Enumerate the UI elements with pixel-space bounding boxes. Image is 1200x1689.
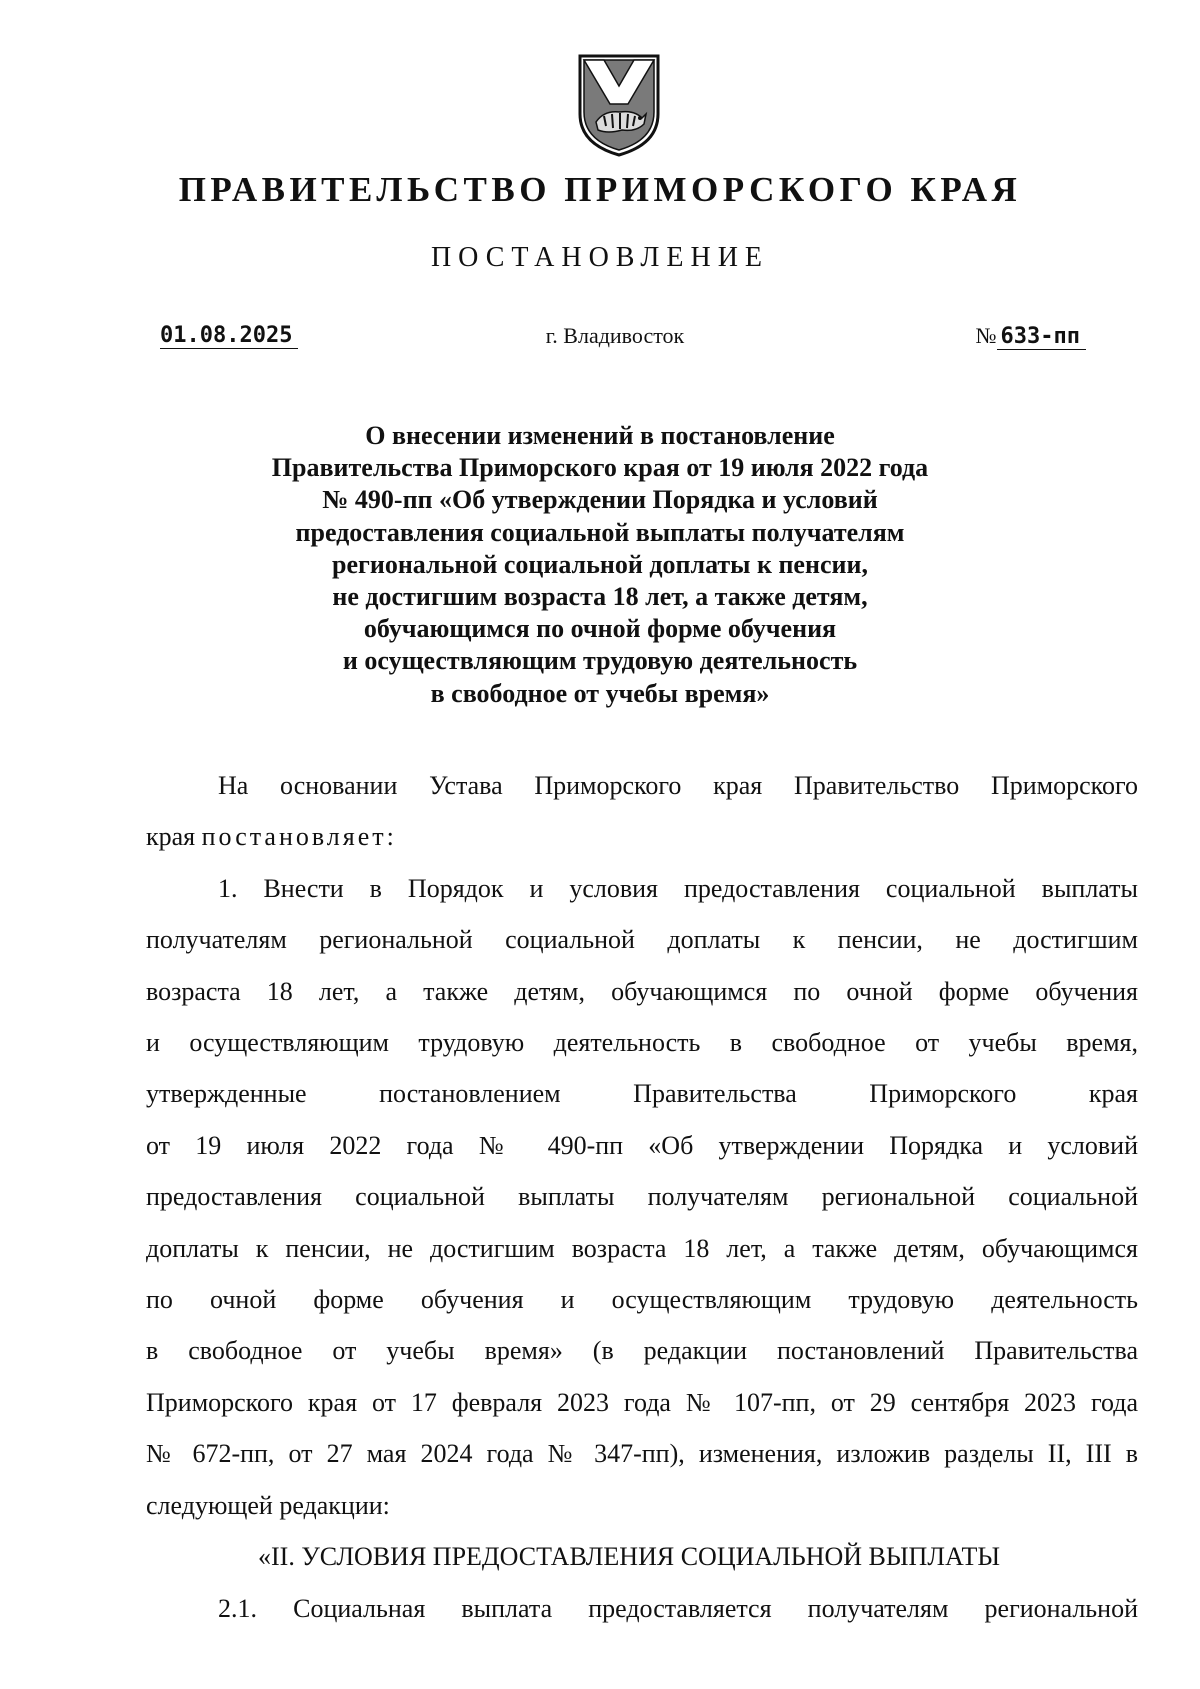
title-line: в свободное от учебы время» [430, 678, 770, 708]
intro-paragraph [146, 760, 1138, 863]
coat-of-arms-icon [574, 52, 664, 158]
number-value: 633-пп [997, 324, 1086, 350]
title-line: Правительства Приморского края от 19 июля 2022 года [271, 453, 929, 483]
coat-of-arms-emblem [574, 52, 664, 158]
paragraph-line: 2.1. Социальная выплата предоставляется получателям региональной [218, 1593, 1138, 1623]
paragraph-2-1 [146, 1583, 1138, 1634]
title-line: № 490-пп «Об утверждении Порядка и условий [322, 485, 878, 515]
paragraph-line: и осуществляющим трудовую деятельность в свободное от учебы время, [146, 1028, 1138, 1058]
intro-line: На основании Устава Приморского края Правительство Приморского [218, 771, 1138, 800]
document-title [160, 420, 1040, 710]
paragraph-line: следующей редакции: [146, 1490, 390, 1520]
paragraph-line: Приморского края от 17 февраля 2023 года № 107-пп, от 29 сентября 2023 года [146, 1387, 1138, 1417]
paragraph-line: возраста 18 лет, а также детям, обучающимся по очной форме обучения [146, 976, 1138, 1006]
title-line: не достигшим возраста 18 лет, а также детям, [332, 582, 868, 612]
paragraph-line: по очной форме обучения и осуществляющим трудовую деятельность [146, 1285, 1138, 1315]
intro-line-decree [146, 811, 1138, 862]
decree-word: постановляет: [201, 822, 397, 852]
title-line: предоставления социальной выплаты получателям [295, 517, 905, 547]
document-city: г. Владивосток [545, 323, 685, 348]
paragraph-line: 1. Внести в Порядок и условия предоставления социальной выплаты [218, 873, 1138, 903]
paragraph-line: получателям региональной социальной доплаты к пенсии, не достигшим [146, 925, 1138, 955]
document-body [146, 760, 1138, 1634]
number-prefix: № [975, 323, 997, 348]
paragraph-line: утвержденные постановлением Правительства Приморского края [146, 1079, 1138, 1109]
paragraph-line: от 19 июля 2022 года № 490-пп «Об утверждении Порядка и условий [146, 1130, 1138, 1160]
document-type: ПОСТАНОВЛЕНИЕ [430, 242, 770, 273]
title-line: О внесении изменений в постановление [365, 421, 835, 450]
title-line: региональной социальной доплаты к пенсии, [332, 549, 868, 579]
title-line: обучающимся по очной форме обучения [363, 614, 837, 644]
paragraph-line: предоставления социальной выплаты получателям региональной социальной [146, 1182, 1138, 1212]
paragraph-line: доплаты к пенсии, не достигшим возраста 18 лет, а также детям, обучающимся [146, 1233, 1138, 1263]
intro-word: края [146, 822, 196, 852]
paragraph-line: в свободное от учебы время» (в редакции постановлений Правительства [146, 1336, 1138, 1366]
title-line: и осуществляющим трудовую деятельность [342, 646, 858, 676]
organization-name: ПРАВИТЕЛЬСТВО ПРИМОРСКОГО КРАЯ [178, 170, 1022, 209]
document-date-value: 01.08.2025 [160, 323, 298, 349]
document-date [160, 322, 298, 350]
document-number [976, 322, 1086, 351]
paragraph-line: № 672-пп, от 27 мая 2024 года № 347-пп), изменения, изложив разделы II, III в [146, 1439, 1138, 1469]
section-heading: «II. УСЛОВИЯ ПРЕДОСТАВЛЕНИЯ СОЦИАЛЬНОЙ ВЫПЛАТЫ [258, 1542, 1001, 1572]
paragraph-1 [146, 863, 1138, 1531]
